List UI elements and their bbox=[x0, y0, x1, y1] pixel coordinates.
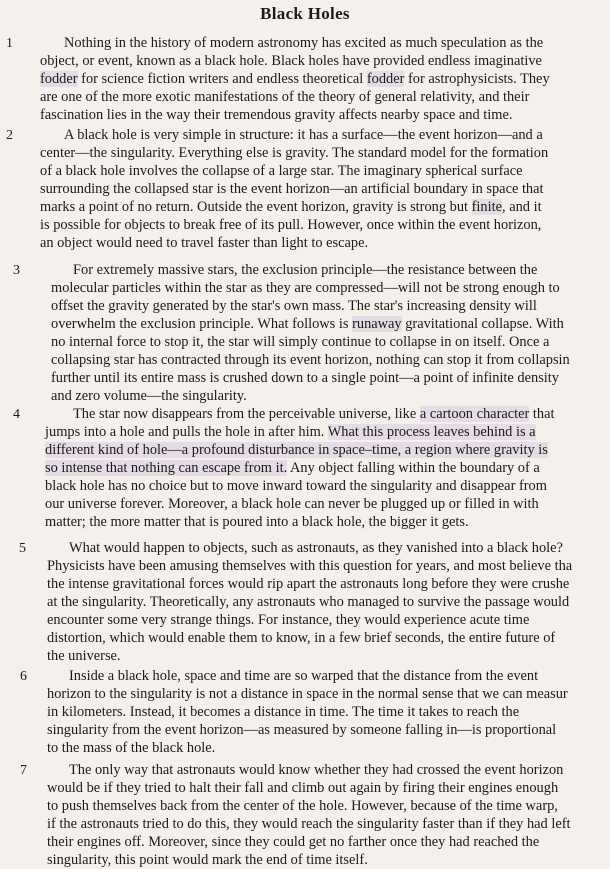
paragraph-number: 5 bbox=[19, 541, 26, 556]
text-line: A black hole is very simple in structure: it has a surface—the event horizon—and a bbox=[64, 127, 543, 143]
text-line: are one of the more exotic manifestations of the theory of general relativity, and their bbox=[40, 89, 530, 105]
text-line bbox=[45, 442, 548, 459]
highlight-mark: different kind of hole—a profound disturbance in space–time, a region where gravity is bbox=[45, 442, 548, 458]
text-line: molecular particles within the star as they are compressed—will not be strong enough to bbox=[51, 280, 560, 296]
text-line: The star now disappears from the perceivable universe, like a cartoon character that bbox=[73, 406, 555, 422]
text-line: an object would need to travel faster than light to escape. bbox=[40, 235, 369, 251]
paragraph-number: 1 bbox=[6, 36, 13, 51]
text-line: horizon to the singularity is not a distance in space in the normal sense that we can measur bbox=[47, 686, 568, 702]
text-line: so intense that nothing can escape from it. Any object falling within the boundary of a bbox=[45, 460, 540, 476]
text-line: encounter some very strange things. For instance, they would experience acute time bbox=[47, 612, 530, 628]
text-line: What would happen to objects, such as astronauts, as they vanished into a black hole? bbox=[69, 540, 563, 556]
text-line: fascination lies in the way their tremendous gravity affects nearby space and time. bbox=[40, 107, 513, 123]
text-line: in kilometers. Instead, it becomes a distance in time. The time it takes to reach the bbox=[47, 704, 520, 720]
highlight-mark: finite bbox=[471, 199, 503, 215]
document-title: Black Holes bbox=[260, 4, 350, 23]
text-line: of a black hole involves the collapse of a large star. The imaginary spherical surface bbox=[40, 163, 523, 179]
text-line: the universe. bbox=[47, 648, 121, 664]
text-line: further until its entire mass is crushed down to a single point—a point of infinite density bbox=[51, 370, 559, 386]
text-line: center—the singularity. Everything else is gravity. The standard model for the formation bbox=[40, 145, 549, 161]
paragraph-number: 7 bbox=[20, 763, 27, 778]
paragraph-number: 6 bbox=[20, 669, 27, 684]
paragraph-number: 4 bbox=[13, 407, 20, 422]
text-line: Inside a black hole, space and time are so warped that the distance from the event bbox=[69, 668, 539, 684]
highlight-mark: fodder bbox=[366, 71, 405, 87]
text-line: and zero volume—the singularity. bbox=[51, 388, 247, 404]
text-line: singularity from the event horizon—as measured by someone falling in—is proportional bbox=[47, 722, 557, 738]
text-line: surrounding the collapsed star is the event horizon—an artificial boundary in space that bbox=[40, 181, 544, 197]
text-line: is possible for objects to break free of its pull. However, once within the event horizon, bbox=[40, 217, 542, 233]
text-line: fodder for science fiction writers and endless theoretical fodder for astrophysicists. They bbox=[40, 71, 550, 87]
text-line: to the mass of the black hole. bbox=[47, 740, 216, 756]
text-line: the intense gravitational forces would rip apart the astronauts long before they were crushe bbox=[47, 576, 570, 592]
text-line: collapsing star has contracted through its event horizon, nothing can stop it from collapsin bbox=[51, 352, 570, 368]
text-line: at the singularity. Theoretically, any astronauts who managed to survive the passage would bbox=[47, 594, 570, 610]
text-line: Nothing in the history of modern astronomy has excited as much speculation as the bbox=[64, 35, 544, 51]
text-line: our universe forever. Moreover, a black hole can never be plugged up or filled in with bbox=[45, 496, 539, 512]
text-line: object, or event, known as a black hole. Black holes have provided endless imaginative bbox=[40, 53, 542, 69]
highlight-mark: so intense that nothing can escape from it. bbox=[45, 460, 288, 476]
text-line: their engines off. Moreover, since they could get no farther once they had reached the bbox=[47, 834, 540, 850]
text-line: if the astronauts tried to do this, they would reach the singularity faster than if they had left bbox=[47, 816, 571, 832]
text-line: The only way that astronauts would know whether they had crossed the event horizon bbox=[69, 762, 564, 778]
text-line: jumps into a hole and pulls the hole in after him. What this process leaves behind is a bbox=[45, 424, 536, 440]
highlight-mark: fodder bbox=[40, 71, 78, 87]
highlight-mark: a cartoon character bbox=[419, 406, 530, 422]
text-line: would be if they tried to halt their fall and climb out again by firing their engines enough bbox=[47, 780, 559, 796]
text-line: overwhelm the exclusion principle. What follows is runaway gravitational collapse. With bbox=[51, 316, 564, 332]
highlight-mark: runaway bbox=[352, 316, 402, 332]
highlight-mark: What this process leaves behind is a bbox=[327, 424, 536, 440]
paragraph-number: 2 bbox=[6, 128, 13, 143]
text-line: Physicists have been amusing themselves with this question for years, and most believe tha bbox=[47, 558, 573, 574]
text-line: distortion, which would enable them to know, in a few brief seconds, the entire future of bbox=[47, 630, 556, 646]
text-line: black hole has no choice but to move inward toward the singularity and disappear from bbox=[45, 478, 547, 494]
text-line: no internal force to stop it, the star will simply continue to collapse in on itself. Once a bbox=[51, 334, 550, 350]
text-line: marks a point of no return. Outside the event horizon, gravity is strong but finite, and it bbox=[40, 199, 542, 215]
text-line: For extremely massive stars, the exclusion principle—the resistance between the bbox=[73, 262, 538, 278]
text-line: offset the gravity generated by the star's own mass. The star's increasing density will bbox=[51, 298, 537, 314]
paragraph-number: 3 bbox=[13, 263, 20, 278]
text-line: matter; the more matter that is poured into a black hole, the bigger it gets. bbox=[45, 514, 469, 530]
text-line: singularity, this point would mark the end of time itself. bbox=[47, 852, 368, 868]
text-line: to push themselves back from the center of the hole. However, because of the time warp, bbox=[47, 798, 558, 814]
